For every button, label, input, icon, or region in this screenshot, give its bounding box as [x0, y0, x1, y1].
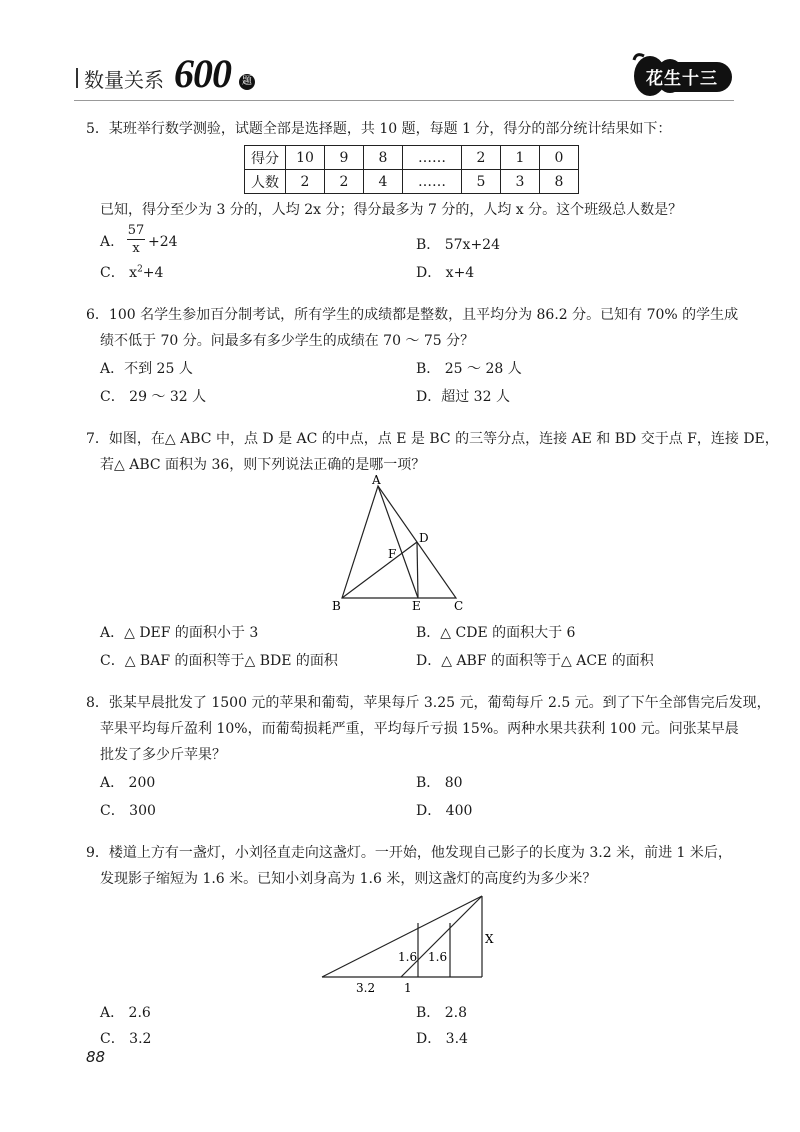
book-title: 数量关系 — [84, 68, 164, 92]
label-step: 1 — [404, 981, 412, 995]
q9-option-b: B． 2.8 — [416, 1005, 468, 1021]
q8-line-3: 批发了多少斤苹果？ — [100, 747, 226, 763]
q9-option-d: D． 3.4 — [416, 1031, 468, 1047]
q5-score-table — [244, 145, 579, 194]
q9-line-1: 9．楼道上方有一盏灯，小刘径直走向这盏灯。一开始，他发现自己影子的长度为 3.2 米，前进 1 米后， — [86, 845, 732, 861]
table-cell: 3 — [501, 170, 540, 194]
label-a: A — [372, 473, 381, 487]
q8-line-2: 苹果平均每斤盈利 10%，而葡萄损耗严重，平均每斤亏损 15%。两种水果共获利 100 元。问张某早晨 — [100, 721, 739, 737]
q9-option-a: A． 2.6 — [100, 1005, 151, 1021]
logo-text: 花生十三 — [646, 69, 718, 89]
label-e: E — [412, 599, 421, 613]
fraction-bar — [127, 239, 145, 240]
q7-line-1: 7．如图，在△ ABC 中，点 D 是 AC 的中点，点 E 是 BC 的三等分点，连接 AE 和 BD 交于点 F，连接 DE， — [86, 431, 779, 447]
header-rule — [74, 100, 734, 101]
q7-option-d: D．△ ABF 的面积等于△ ACE 的面积 — [416, 653, 654, 669]
q6-option-d: D．超过 32 人 — [416, 389, 510, 405]
page-number: 88 — [86, 1048, 106, 1066]
light-ray-2 — [401, 896, 482, 977]
q5-option-a-fraction — [127, 223, 145, 256]
publisher-logo — [626, 50, 736, 100]
table-cell: 得分 — [245, 146, 286, 170]
q9-option-c: C． 3.2 — [100, 1031, 152, 1047]
q5-option-c — [100, 262, 163, 282]
label-shadow-1: 3.2 — [356, 981, 376, 995]
label-b: B — [332, 599, 341, 613]
label-d: D — [419, 531, 429, 545]
q8-line-1: 8．张某早晨批发了 1500 元的苹果和葡萄，苹果每斤 3.25 元，葡萄每斤 2.5 元。到了下午全部售完后发现， — [86, 695, 771, 711]
q6-option-b: B． 25 ～ 28 人 — [416, 361, 522, 377]
table-cell: 9 — [325, 146, 364, 170]
q5-option-a-label: A. — [100, 234, 115, 250]
table-row — [245, 146, 579, 170]
q5-option-c-rest: +4 — [142, 265, 164, 281]
table-cell: 8 — [364, 146, 403, 170]
q5-option-b: B． 57x+24 — [416, 237, 500, 253]
q7-option-b: B．△ CDE 的面积大于 6 — [416, 625, 576, 641]
q6-line-2: 绩不低于 70 分。问最多有多少学生的成绩在 70 ～ 75 分？ — [100, 333, 475, 349]
fraction-numerator: 57 — [127, 223, 145, 238]
label-x: X — [485, 932, 494, 946]
table-cell: 8 — [540, 170, 579, 194]
table-cell: 0 — [540, 146, 579, 170]
segment-bd — [342, 542, 417, 598]
table-cell: 2 — [462, 146, 501, 170]
q5-option-c-base: C． x — [100, 265, 138, 281]
q5-option-a-rest: +24 — [148, 234, 178, 250]
segment-de — [417, 542, 418, 598]
table-cell: 人数 — [245, 170, 286, 194]
q7-triangle-figure — [320, 472, 480, 614]
q6-option-c: C． 29 ～ 32 人 — [100, 389, 207, 405]
q8-option-b: B． 80 — [416, 775, 463, 791]
q9-lamp-figure — [318, 888, 508, 998]
fraction-denominator: x — [132, 241, 140, 256]
segment-ae — [378, 486, 418, 598]
q5-option-c-exponent: 2 — [137, 264, 143, 275]
q7-option-c: C．△ BAF 的面积等于△ BDE 的面积 — [100, 653, 338, 669]
book-title-suffix: 题 — [239, 74, 255, 90]
q5-option-d: D． x+4 — [416, 265, 475, 281]
q6-line-1: 6．100 名学生参加百分制考试，所有学生的成绩都是整数，且平均分为 86.2 分。已知有 70% 的学生成 — [86, 307, 739, 323]
label-f: F — [388, 547, 397, 561]
table-cell: 1 — [501, 146, 540, 170]
table-row — [245, 170, 579, 194]
table-cell: 4 — [364, 170, 403, 194]
label-c: C — [454, 599, 464, 613]
q7-line-2: 若△ ABC 面积为 36，则下列说法正确的是哪一项？ — [100, 457, 426, 473]
table-cell: …… — [403, 170, 462, 194]
table-cell: 2 — [286, 170, 325, 194]
label-height-2: 1.6 — [428, 950, 448, 964]
q8-option-d: D． 400 — [416, 803, 473, 819]
q5-condition: 已知，得分至少为 3 分的，人均 2x 分；得分最多为 7 分的，人均 x 分。这个班级总人数是？ — [100, 202, 683, 218]
light-ray-1 — [322, 896, 482, 977]
q7-option-a: A．△ DEF 的面积小于 3 — [100, 625, 259, 641]
table-cell: 5 — [462, 170, 501, 194]
book-title-number: 600 — [174, 51, 231, 96]
q6-option-a: A．不到 25 人 — [100, 361, 193, 377]
q8-option-c: C． 300 — [100, 803, 156, 819]
q9-line-2: 发现影子缩短为 1.6 米。已知小刘身高为 1.6 米，则这盏灯的高度约为多少米？ — [100, 871, 597, 887]
triangle-abc — [342, 486, 456, 598]
table-cell: 10 — [286, 146, 325, 170]
label-height-1: 1.6 — [398, 950, 418, 964]
table-cell: 2 — [325, 170, 364, 194]
table-cell: …… — [403, 146, 462, 170]
header-bar — [76, 68, 78, 88]
q8-option-a: A． 200 — [100, 775, 156, 791]
q5-stem: 5．某班举行数学测验，试题全部是选择题，共 10 题，每题 1 分，得分的部分统计结果如下： — [86, 121, 672, 137]
